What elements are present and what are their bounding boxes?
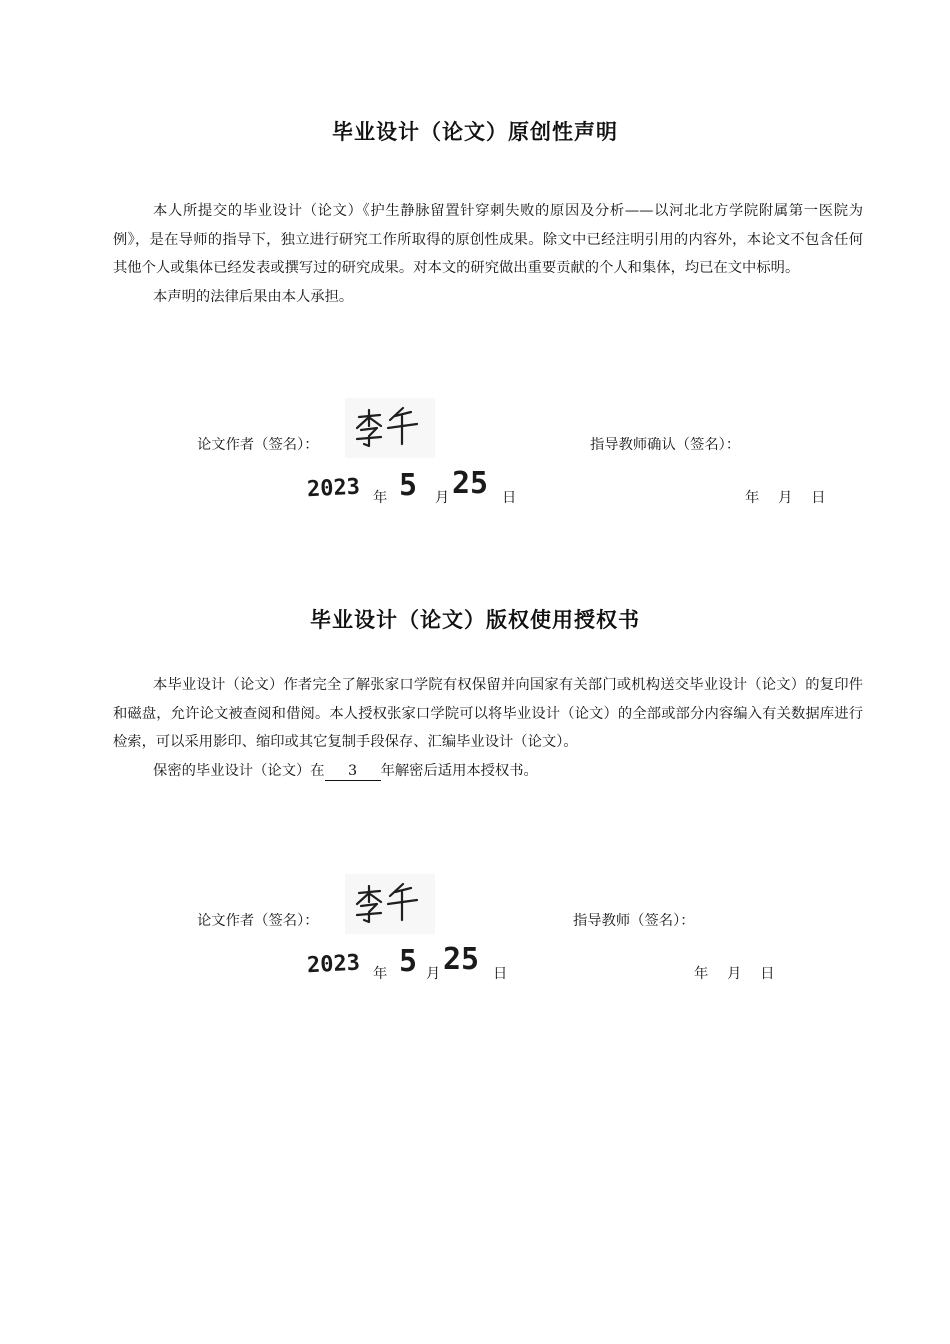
author-signature-image-2 [345, 874, 435, 934]
authorization-title: 毕业设计（论文）版权使用授权书 [310, 608, 640, 632]
date-month-handwritten-2: 5 [399, 944, 418, 979]
originality-paragraph-2: 本声明的法律后果由本人承担。 [153, 288, 354, 305]
author-signature-image [345, 398, 435, 458]
month-unit: 月 [435, 490, 450, 506]
secrecy-years: 3 [325, 762, 381, 781]
date-day-handwritten-2: 25 [443, 942, 480, 977]
secrecy-suffix: 年解密后适用本授权书。 [380, 762, 538, 779]
year-unit-2: 年 [373, 966, 388, 982]
originality-paragraph-1: 本人所提交的毕业设计（论文）《护生静脉留置针穿刺失败的原因及分析——以河北北方学院附属第一医院为例》，是在导师的指导下，独立进行研究工作所取得的原创性成果。除文中已经注明引用的内容外，本论文不包含任何其他个人或集体已经发表或撰写过的研究成果。对本文的研究做出重要贡献的个人和集体，均已在文中标明。 [113, 203, 863, 276]
authorization-body [113, 671, 863, 785]
date-year-handwritten: 2023 [306, 474, 361, 503]
day-unit: 日 [502, 490, 517, 506]
originality-body [113, 197, 863, 311]
advisor-confirm-label: 指导教师确认（签名）： [590, 437, 741, 453]
advisor-date-blank: 年 月 日 [745, 490, 826, 506]
year-unit: 年 [373, 490, 388, 506]
secrecy-line [113, 757, 863, 786]
secrecy-prefix: 保密的毕业设计（论文）在 [153, 762, 325, 779]
advisor-signature-label: 指导教师（签名）： [573, 913, 695, 929]
date-day-handwritten: 25 [452, 466, 489, 501]
author-signature-label-2: 论文作者（签名）： [197, 913, 319, 929]
month-unit-2: 月 [426, 966, 441, 982]
originality-title: 毕业设计（论文）原创性声明 [332, 120, 618, 144]
advisor-date-blank-2: 年 月 日 [694, 966, 775, 982]
author-signature-text-2: 李千 [390, 901, 397, 905]
date-year-handwritten-2: 2023 [306, 950, 361, 979]
author-signature-label: 论文作者（签名）： [197, 437, 319, 453]
author-signature-text: 李千 [390, 425, 397, 429]
day-unit-2: 日 [493, 966, 508, 982]
date-month-handwritten: 5 [399, 468, 418, 503]
authorization-paragraph-1: 本毕业设计（论文）作者完全了解张家口学院有权保留并向国家有关部门或机构送交毕业设计（论文）的复印件和磁盘，允许论文被查阅和借阅。本人授权张家口学院可以将毕业设计（论文）的全部或部分内容编入有关数据库进行检索，可以采用影印、缩印或其它复制手段保存、汇编毕业设计（论文）。 [113, 677, 863, 750]
